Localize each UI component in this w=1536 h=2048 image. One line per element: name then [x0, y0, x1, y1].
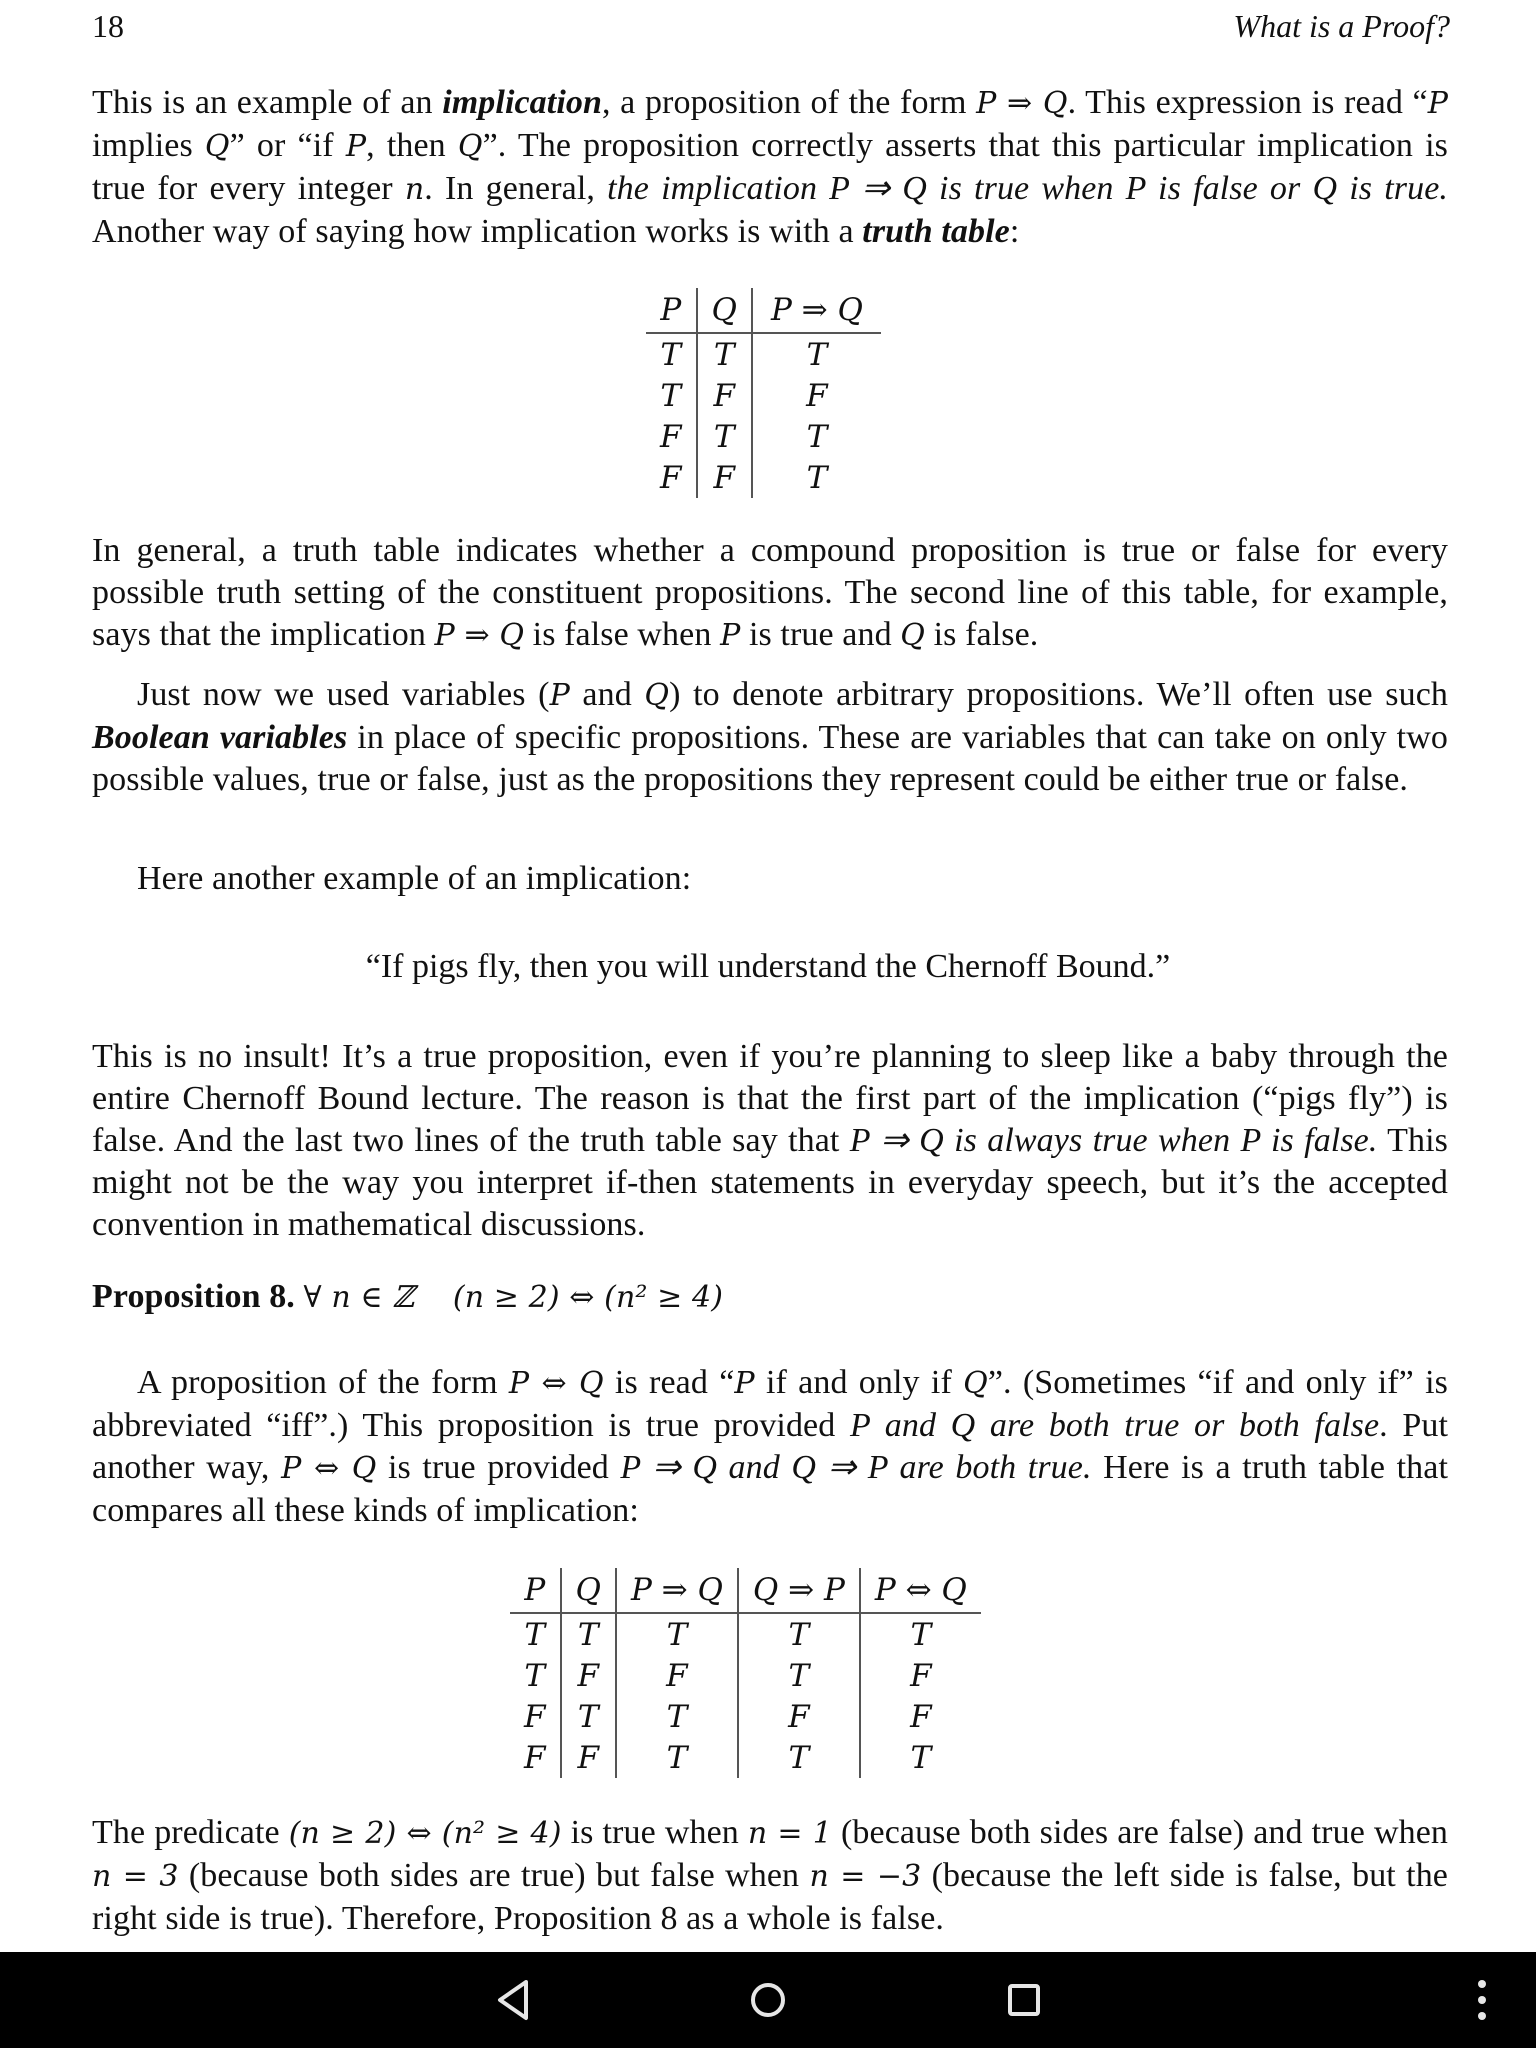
- example-quote: “If pigs fly, then you will understand the Chernoff Bound.”: [365, 948, 1171, 985]
- paragraph-predicate-conclusion: The predicate (n ≥ 2) ⇔ (n² ≥ 4) is true when n = 1 (because both sides are false) and true when n = 3 (because both sides are true) but false when n = −3 (because the left side is false, but the right side is true). Therefore, Proposition 8 as a whole is false.: [92, 1814, 1448, 1937]
- table-header-row: [646, 288, 881, 333]
- table-header-row: [510, 1568, 981, 1613]
- paragraph-iff: A proposition of the form P ⇔ Q is read “P if and only if Q”. (Sometimes “if and only if” is abbreviated “iff”.) This proposition is true provided P and Q are both true or both false. Put another way, P ⇔ Q is true provided P ⇒ Q and Q ⇒ P are both true. Here is a truth table that compares all these kinds of implication:: [92, 1364, 1449, 1529]
- recents-icon: [1004, 1980, 1044, 2020]
- paragraph-implication-intro: This is an example of an implication, a proposition of the form P ⇒ Q. This expression is read “P implies Q” or “if P, then Q”. The proposition correctly asserts that this particular implication is true for every integer n. In general, the implication P ⇒ Q is true when P is false or Q is true. Another way of saying how implication works is with a truth table:: [92, 84, 1449, 250]
- paragraph-another-example: Here another example of an implication:: [137, 860, 692, 897]
- column-header: Q: [697, 288, 752, 333]
- column-header: P ⇒ Q: [752, 288, 881, 333]
- table-row: F T T: [646, 416, 881, 457]
- chapter-title: What is a Proof?: [1233, 8, 1450, 44]
- proposition-8: [92, 1276, 1448, 1319]
- recents-button[interactable]: [976, 1952, 1072, 2048]
- table-row: F T T F F: [510, 1696, 981, 1737]
- term-implication: implication: [442, 84, 602, 121]
- table-row: F F T: [646, 457, 881, 498]
- column-header: Q: [561, 1568, 616, 1613]
- back-icon: [494, 1978, 534, 2022]
- column-header: Q ⇒ P: [738, 1568, 860, 1613]
- table-row: T F F: [646, 375, 881, 416]
- term-truth-table: truth table: [862, 213, 1010, 250]
- paragraph-no-insult: This is no insult! It’s a true proposition, even if you’re planning to sleep like a baby through the entire Chernoff Bound lecture. The reason is that the first part of the implication (“pigs fly”) is false. And the last two lines of the truth table say that P ⇒ Q is always true when P is false. This might not be the way you interpret if-then statements in everyday speech, but it’s the accepted convention in mathematical discussions.: [92, 1038, 1448, 1243]
- truth-table-implication: [646, 288, 881, 498]
- truth-table-comparison: [510, 1568, 981, 1778]
- term-boolean-variables: Boolean variables: [92, 719, 348, 756]
- overflow-menu-icon: [1476, 1978, 1488, 2022]
- proposition-statement: ∀ n ∈ ℤ (n ≥ 2) ⇔ (n² ≥ 4): [303, 1280, 724, 1315]
- home-button[interactable]: [720, 1952, 816, 2048]
- page-header: [92, 8, 1450, 48]
- overflow-menu-button[interactable]: [1434, 1952, 1530, 2048]
- table-row: F F T T T: [510, 1737, 981, 1778]
- paragraph-truth-table-explanation: In general, a truth table indicates whether a compound proposition is true or false for every possible truth setting of the constituent propositions. The second line of this table, for example, says that the implication P ⇒ Q is false when P is true and Q is false.: [92, 532, 1448, 653]
- table-row: T T T: [646, 333, 881, 375]
- back-button[interactable]: [466, 1952, 562, 2048]
- proposition-label: Proposition 8.: [92, 1278, 295, 1315]
- home-icon: [748, 1980, 788, 2020]
- page-number: 18: [92, 8, 124, 44]
- table-row: T T T T T: [510, 1613, 981, 1655]
- column-header: P ⇒ Q: [616, 1568, 738, 1613]
- column-header: P: [510, 1568, 561, 1613]
- column-header: P ⇔ Q: [860, 1568, 981, 1613]
- table-row: T F F T F: [510, 1655, 981, 1696]
- paragraph-boolean-variables: Just now we used variables (P and Q) to denote arbitrary propositions. We’ll often use such Boolean variables in place of specific propositions. These are variables that can take on only two possible values, true or false, just as the propositions they represent could be either true or false.: [92, 676, 1448, 798]
- column-header: P: [646, 288, 697, 333]
- system-navigation-bar: [0, 1952, 1536, 2048]
